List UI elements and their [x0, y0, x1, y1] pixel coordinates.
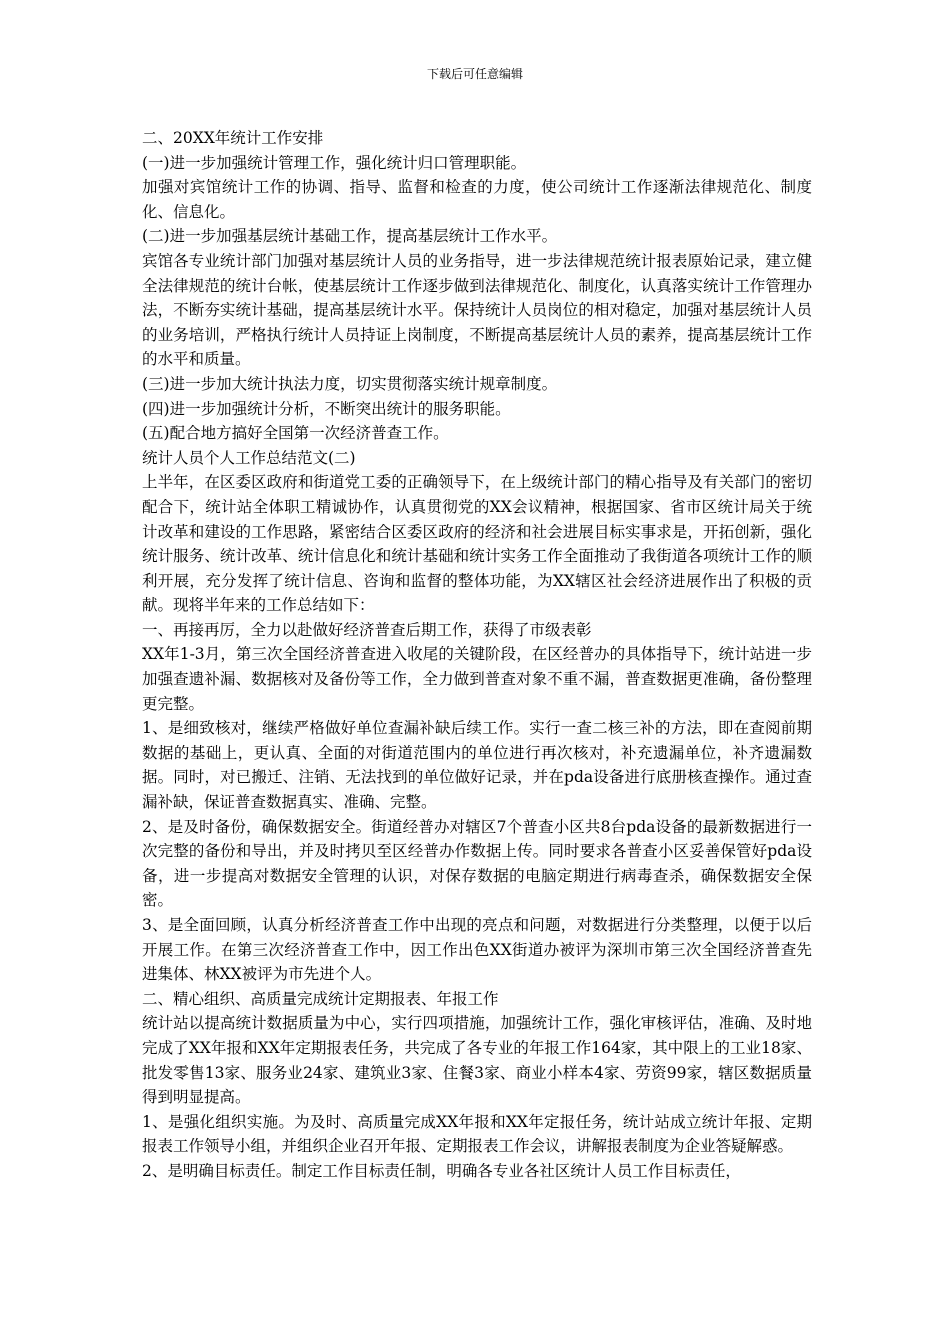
subsection-heading: (一)进一步加强统计管理工作，强化统计归口管理职能。 [142, 153, 527, 172]
body-paragraph: 宾馆各专业统计部门加强对基层统计人员的业务指导，进一步法律规范统计报表原始记录，建立健全法律规范的统计台帐，使基层统计工作逐步做到法律规范化、制度化，认真落实统计工作管理办法，不断夯实统计基础，提高基层统计水平。保持统计人员岗位的相对稳定，加强对基层统计人员的业务培训，严格执行统计人员持证上岗制度，不断提高基层统计人员的素养，提高基层统计工作的水平和质量。 [142, 251, 812, 369]
subsection-heading: (二)进一步加强基层统计基础工作，提高基层统计工作水平。 [142, 227, 558, 246]
subsection-heading: (五)配合地方搞好全国第一次经济普查工作。 [142, 424, 449, 443]
body-paragraph: 1、是强化组织实施。为及时、高质量完成XX年报和XX年定报任务，统计站成立统计年报、定期报表工作领导小组，并组织企业召开年报、定期报表工作会议，讲解报表制度为企业答疑解惑。 [142, 1112, 812, 1156]
body-paragraph: 2、是及时备份，确保数据安全。街道经普办对辖区7个普查小区共8台pda设备的最新数据进行一次完整的备份和导出，并及时拷贝至区经普办作数据上传。同时要求各普查小区妥善保管好pda设备，进一步提高对数据安全管理的认识，对保存数据的电脑定期进行病毒查杀，确保数据安全保密。 [142, 817, 812, 910]
document-body [142, 126, 812, 1184]
section-heading: 二、20XX年统计工作安排 [142, 129, 324, 147]
body-paragraph: 2、是明确目标责任。制定工作目标责任制，明确各专业各社区统计人员工作目标责任， [142, 1161, 741, 1180]
subsection-heading: (三)进一步加大统计执法力度，切实贯彻落实统计规章制度。 [142, 374, 558, 393]
subsection-heading: (四)进一步加强统计分析，不断突出统计的服务职能。 [142, 399, 511, 418]
body-paragraph: 3、是全面回顾，认真分析经济普查工作中出现的亮点和问题，对数据进行分类整理，以便于以后开展工作。在第三次经济普查工作中，因工作出色XX街道办被评为深圳市第三次全国经济普查先进集体、林XX被评为市先进个人。 [142, 916, 812, 984]
section-heading: 二、精心组织、高质量完成统计定期报表、年报工作 [142, 989, 499, 1008]
page-header: 下载后可任意编辑 [426, 67, 523, 81]
body-paragraph: 1、是细致核对，继续严格做好单位查漏补缺后续工作。实行一查二核三补的方法，即在查阅前期数据的基础上，更认真、全面的对街道范围内的单位进行再次核对，补充遗漏单位，补齐遗漏数据。同时，对已搬迁、注销、无法找到的单位做好记录，并在pda设备进行底册核查操作。通过查漏补缺，保证普查数据真实、准确、完整。 [142, 719, 812, 812]
body-paragraph: 加强对宾馆统计工作的协调、指导、监督和检查的力度，使公司统计工作逐渐法律规范化、制度化、信息化。 [142, 178, 812, 221]
body-paragraph: 统计站以提高统计数据质量为中心，实行四项措施，加强统计工作，强化审核评估，准确、及时地完成了XX年报和XX年定期报表任务，共完成了各专业的年报工作164家，其中限上的工业18家、批发零售13家、服务业24家、建筑业3家、住餐3家、商业小样本4家、劳资99家，辖区数据质量得到明显提高。 [142, 1014, 812, 1107]
article-title: 统计人员个人工作总结范文(二) [142, 448, 356, 467]
section-heading: 一、再接再厉，全力以赴做好经济普查后期工作，获得了市级表彰 [142, 620, 592, 639]
body-paragraph: 上半年，在区委区政府和街道党工委的正确领导下，在上级统计部门的精心指导及有关部门的密切配合下，统计站全体职工精诚协作，认真贯彻党的XX会议精神，根据国家、省市区统计局关于统计改革和建设的工作思路，紧密结合区委区政府的经济和社会进展目标实事求是，开拓创新，强化统计服务、统计改革、统计信息化和统计基础和统计实务工作全面推动了我街道各项统计工作的顺利开展，充分发挥了统计信息、咨询和监督的整体功能，为XX辖区社会经济进展作出了积极的贡献。现将半年来的工作总结如下： [142, 473, 812, 615]
body-paragraph: XX年1-3月，第三次全国经济普查进入收尾的关键阶段，在区经普办的具体指导下，统计站进一步加强查遗补漏、数据核对及备份等工作，全力做到普查对象不重不漏，普查数据更准确，备份整理更完整。 [142, 645, 812, 713]
